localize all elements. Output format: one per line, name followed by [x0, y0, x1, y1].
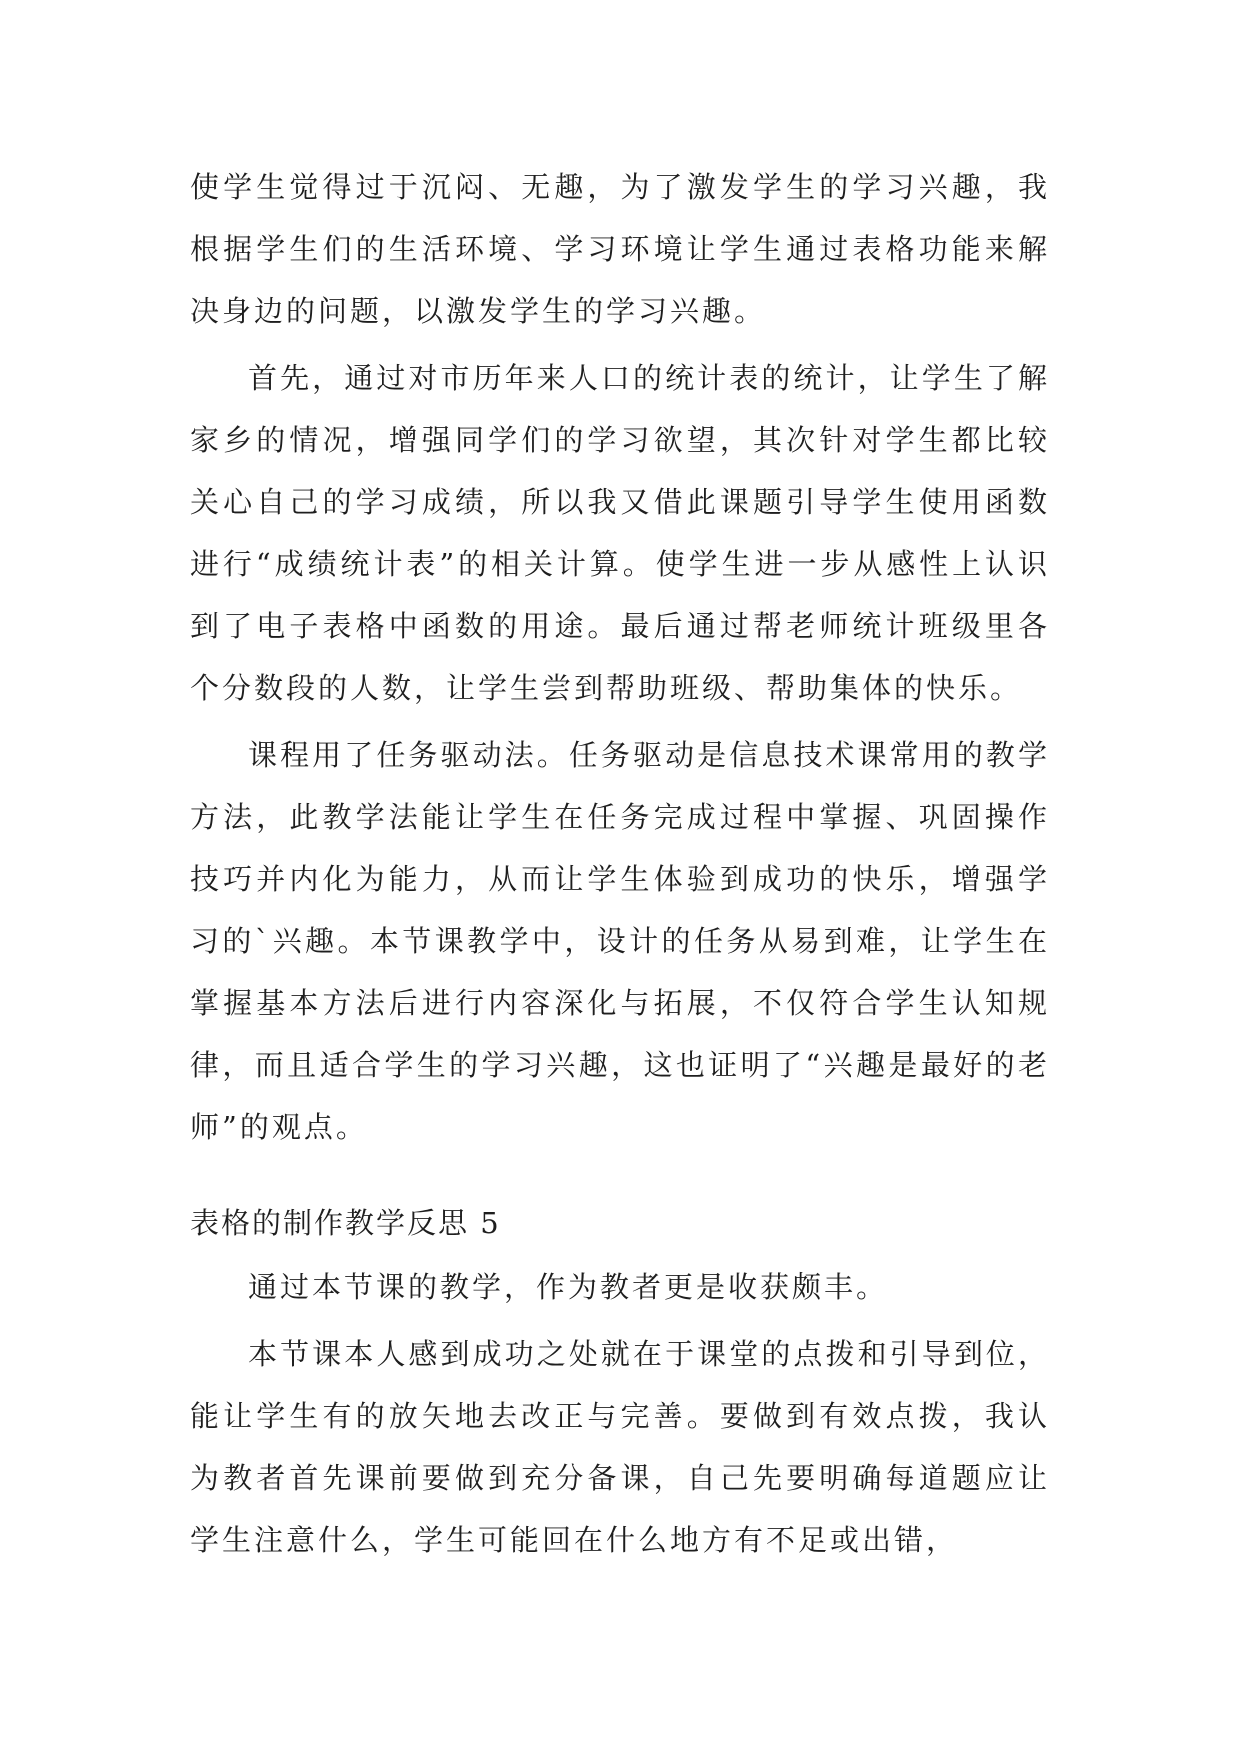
text-block-bottom [190, 1192, 1050, 1576]
paragraph-intro: 通过本节课的教学，作为教者更是收获颇丰。 [248, 1270, 889, 1304]
paragraph-statistics: 首先，通过对市历年来人口的统计表的统计，让学生了解家乡的情况，增强同学们的学习欲望，其次针对学生都比较关心自己的学习成绩，所以我又借此课题引导学生使用函数进行“成绩统计表”的相关计算。使学生进一步从感性上认识到了电子表格中函数的用途。最后通过帮老师统计班级里各个分数段的人数，让学生尝到帮助班级、帮助集体的快乐。 [190, 361, 1050, 705]
section-heading: 表格的制作教学反思 5 [190, 1206, 501, 1240]
paragraph-task-driven: 课程用了任务驱动法。任务驱动是信息技术课常用的教学方法，此教学法能让学生在任务完成过程中掌握、巩固操作技巧并内化为能力，从而让学生体验到成功的快乐，增强学习的`兴趣。本节课教学中，设计的任务从易到难，让学生在掌握基本方法后进行内容深化与拓展，不仅符合学生认知规律，而且适合学生的学习兴趣，这也证明了“兴趣是最好的老师”的观点。 [190, 738, 1050, 1144]
text-block-top [190, 156, 1050, 1163]
paragraph-success: 本节课本人感到成功之处就在于课堂的点拨和引导到位，能让学生有的放矢地去改正与完善。要做到有效点拨，我认为教者首先课前要做到充分备课，自己先要明确每道题应让学生注意什么，学生可能回在什么地方有不足或出错， [190, 1337, 1050, 1557]
paragraph-continuation: 使学生觉得过于沉闷、无趣，为了激发学生的学习兴趣，我根据学生们的生活环境、学习环境让学生通过表格功能来解决身边的问题，以激发学生的学习兴趣。 [190, 170, 1050, 328]
